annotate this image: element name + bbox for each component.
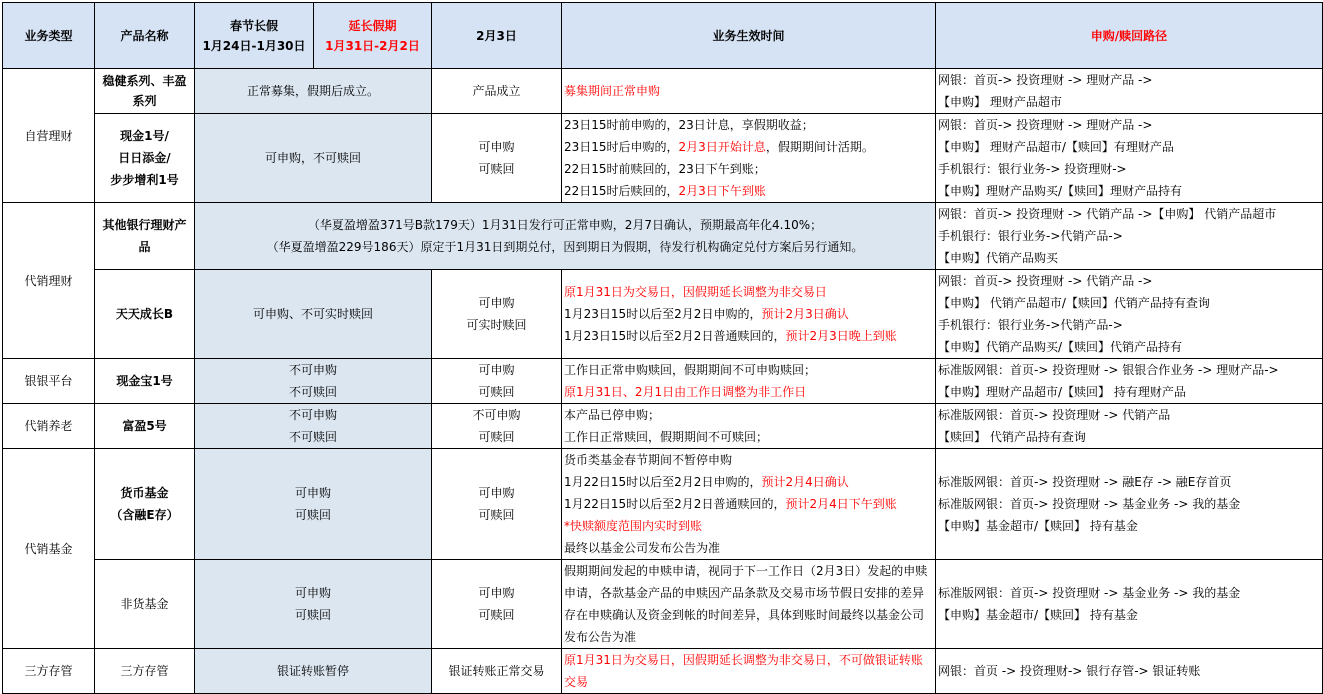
notice-line: （华夏盈增盈229号186天）原定于1月31日到期兑付，因到期日为假期，待发行机构确定兑付方案后另行通知。: [266, 240, 864, 254]
product-cell: 富盈5号: [95, 404, 195, 449]
table-row: [3, 449, 1323, 560]
holiday-line: 不可赎回: [288, 430, 337, 444]
path-line: 手机银行：银行业务->代销产品->: [938, 229, 1123, 243]
path-cell: [936, 69, 1323, 114]
feb3-line: 可申购: [478, 140, 515, 154]
effective-text: ，假期期间计活期。: [765, 140, 874, 154]
path-cell: [936, 114, 1323, 203]
effective-line: [564, 471, 933, 493]
feb3-line: 可申购: [478, 296, 515, 310]
effective-line: 本产品已停申购；: [564, 408, 661, 422]
path-cell: 网银：首页 -> 投资理财-> 银行存管-> 银证转账: [936, 649, 1323, 694]
feb3-cell: [432, 270, 562, 359]
effective-line: [564, 515, 933, 537]
path-line: 标准版网银：首页-> 投资理财 -> 基金业务 -> 我的基金: [938, 586, 1241, 600]
type-cell: 代销养老: [3, 404, 95, 449]
type-cell: 代销基金: [3, 449, 95, 649]
holiday-line: 可申购: [294, 486, 331, 500]
holiday-cell: 正常募集，假期后成立。: [195, 69, 432, 114]
feb3-line: 可赎回: [478, 385, 515, 399]
feb3-cell: 银证转账正常交易: [432, 649, 562, 694]
effective-text: 23日15时后申购的，: [564, 140, 679, 154]
product-cell: 非货基金: [95, 560, 195, 649]
type-cell: 三方存管: [3, 649, 95, 694]
path-line: 标准版网银：首页-> 投资理财 -> 代销产品: [938, 408, 1171, 422]
path-cell: [936, 449, 1323, 560]
effective-cell: [562, 270, 936, 359]
header-ext-title: 延长假期: [348, 18, 397, 33]
effective-line: [564, 381, 933, 403]
path-line: 【申购】理财产品超市/【赎回】 持有理财产品: [938, 385, 1186, 399]
product-cell: 现金宝1号: [95, 359, 195, 404]
feb3-cell: [432, 114, 562, 203]
effective-highlight: 预计2月3日确认: [761, 307, 849, 321]
effective-highlight: 原1月31日、2月1日由工作日调整为非工作日: [564, 385, 807, 399]
effective-highlight: *快赎额度范围内实时到账: [564, 519, 703, 533]
effective-cell: 募集期间正常申购: [562, 69, 936, 114]
effective-cell: [562, 449, 936, 560]
feb3-line: 可申购: [478, 486, 515, 500]
effective-text: 工作日正常申购赎回，假期期间不可申购赎回；: [564, 363, 817, 377]
feb3-cell: [432, 404, 562, 449]
effective-text: 货币类基金春节期间不暂停申购: [564, 453, 733, 467]
path-cell: [936, 359, 1323, 404]
path-line: 标准版网银：首页-> 投资理财 -> 融E存 -> 融E存首页: [938, 475, 1232, 489]
effective-text: 23日15时前申购的，23日计息，享假期收益；: [564, 118, 814, 132]
header-spring-title: 春节长假: [229, 18, 278, 33]
effective-line: [564, 114, 933, 136]
effective-highlight: 预计2月3日晚上到账: [785, 329, 897, 343]
type-cell: 银银平台: [3, 359, 95, 404]
table-row: [3, 114, 1323, 203]
product-cell: [95, 114, 195, 203]
path-line: 网银：首页-> 投资理财 -> 代销产品 ->【申购】 代销产品超市: [938, 207, 1277, 221]
feb3-cell: [432, 449, 562, 560]
path-line: 【申购】理财产品购买/【赎回】理财产品持有: [938, 184, 1183, 198]
effective-text: 22日15时前赎回的，23日下午到账；: [564, 162, 766, 176]
path-line: 【赎回】 代销产品持有查询: [938, 430, 1086, 444]
holiday-cell: [195, 359, 432, 404]
header-ext-dates: 1月31日-2月2日: [325, 38, 420, 53]
feb3-line: 可申购: [478, 586, 515, 600]
holiday-cell: [195, 560, 432, 649]
path-line: 【申购】 代销产品超市/【赎回】代销产品持有查询: [938, 296, 1210, 310]
product-line: 现金1号/: [120, 129, 169, 143]
header-row: [3, 3, 1323, 69]
path-line: 手机银行：银行业务-> 投资理财->: [938, 162, 1127, 176]
path-line: 标准版网银：首页-> 投资理财 -> 基金业务 -> 我的基金: [938, 497, 1241, 511]
path-line: 【申购】基金超市/【赎回】 持有基金: [938, 519, 1138, 533]
feb3-line: 可申购: [478, 363, 515, 377]
type-cell: 代销理财: [3, 203, 95, 359]
path-line: 【申购】代销产品购买/【赎回】代销产品持有: [938, 340, 1183, 354]
holiday-line: 可申购: [294, 586, 331, 600]
effective-highlight: 2月3日开始计息: [678, 140, 766, 154]
holiday-line: 不可申购: [288, 363, 337, 377]
header-spring-festival: [195, 3, 314, 69]
effective-line: [564, 449, 933, 471]
holiday-cell: 可申购、不可实时赎回: [195, 270, 432, 359]
path-line: 网银：首页-> 投资理财 -> 代销产品 ->: [938, 274, 1153, 288]
holiday-cell: 可申购，不可赎回: [195, 114, 432, 203]
path-line: 【申购】 理财产品超市/【赎回】有理财产品: [938, 140, 1174, 154]
effective-cell: 原1月31日为交易日，因假期延长调整为非交易日，不可做银证转账交易: [562, 649, 936, 694]
effective-line: [564, 537, 933, 559]
effective-line: [564, 136, 933, 158]
effective-text: 最终以基金公司发布公告为准: [564, 541, 721, 555]
effective-text: 1月22日15时以后至2月2日申购的，: [564, 475, 762, 489]
holiday-business-table: [2, 2, 1323, 694]
effective-cell: [562, 404, 936, 449]
feb3-line: 可实时赎回: [466, 318, 527, 332]
product-line: 货币基金: [120, 486, 169, 500]
feb3-line: 不可申购: [472, 408, 521, 422]
feb3-line: 可赎回: [478, 508, 515, 522]
table-row: [3, 203, 1323, 270]
holiday-cell: [195, 404, 432, 449]
product-cell: 天天成长B: [95, 270, 195, 359]
effective-line: [564, 359, 933, 381]
effective-highlight: 2月3日下午到账: [678, 184, 766, 198]
effective-line: [564, 303, 933, 325]
header-effective: 业务生效时间: [562, 3, 936, 69]
effective-highlight: 预计2月4日下午到账: [785, 497, 897, 511]
effective-cell: 假期期间发起的申赎申请，视同于下一工作日（2月3日）发起的申赎申请，各款基金产品的申赎因产品条款及交易市场节假日安排的差异存在申赎确认及资金到帐的时间差异，具体到账时间最终以基金公司发布公告为准: [562, 560, 936, 649]
table-row: [3, 270, 1323, 359]
path-line: 标准版网银：首页-> 投资理财 -> 银银合作业务 -> 理财产品->: [938, 363, 1279, 377]
type-cell: 自营理财: [3, 69, 95, 203]
effective-cell: [562, 359, 936, 404]
effective-highlight: 原1月31日为交易日，因假期延长调整为非交易日: [564, 285, 827, 299]
path-line: 网银：首页-> 投资理财 -> 理财产品 ->: [938, 118, 1153, 132]
header-extended-holiday: [314, 3, 432, 69]
table-row: [3, 649, 1323, 694]
header-product: 产品名称: [95, 3, 195, 69]
feb3-line: 可赎回: [478, 430, 515, 444]
product-line: （含融E存）: [110, 508, 179, 522]
feb3-cell: [432, 359, 562, 404]
product-cell: 稳健系列、丰盈系列: [95, 69, 195, 114]
product-cell: 其他银行理财产品: [95, 203, 195, 270]
header-type: 业务类型: [3, 3, 95, 69]
path-cell: [936, 270, 1323, 359]
feb3-cell: [432, 560, 562, 649]
path-line: 【申购】 理财产品超市: [938, 95, 1062, 109]
effective-line: [564, 325, 933, 347]
notice-cell: [195, 203, 936, 270]
path-line: 网银：首页-> 投资理财 -> 理财产品 ->: [938, 73, 1153, 87]
table-row: [3, 560, 1323, 649]
product-cell: 三方存管: [95, 649, 195, 694]
table-row: [3, 404, 1323, 449]
table-row: [3, 69, 1323, 114]
holiday-line: 可赎回: [294, 608, 331, 622]
path-cell: [936, 560, 1323, 649]
path-line: 【申购】代销产品购买: [938, 251, 1059, 265]
effective-line: [564, 493, 933, 515]
effective-cell: [562, 114, 936, 203]
header-spring-dates: 1月24日-1月30日: [202, 38, 306, 53]
feb3-line: 可赎回: [478, 162, 515, 176]
effective-text: 1月23日15时以后至2月2日申购的，: [564, 307, 762, 321]
product-cell: [95, 449, 195, 560]
product-line: 步步增利1号: [110, 173, 179, 187]
effective-line: [564, 281, 933, 303]
effective-highlight: 预计2月4日确认: [761, 475, 849, 489]
header-feb3: 2月3日: [432, 3, 562, 69]
path-line: 【申购】基金超市/【赎回】 持有基金: [938, 608, 1138, 622]
path-cell: [936, 404, 1323, 449]
notice-line: （华夏盈增盈371号B款179天）1月31日发行可正常申购，2月7日确认，预期最高年化4.10%；: [307, 218, 823, 232]
effective-text: 1月23日15时以后至2月2日普通赎回的，: [564, 329, 786, 343]
path-line: 手机银行：银行业务->代销产品->: [938, 318, 1123, 332]
effective-line: [564, 180, 933, 202]
feb3-line: 可赎回: [478, 608, 515, 622]
holiday-line: 不可申购: [288, 408, 337, 422]
product-line: 日日添金/: [118, 151, 171, 165]
effective-line: [564, 158, 933, 180]
path-cell: [936, 203, 1323, 270]
holiday-cell: [195, 449, 432, 560]
header-path: 申购/赎回路径: [936, 3, 1323, 69]
effective-text: 22日15时后赎回的，: [564, 184, 679, 198]
feb3-cell: 产品成立: [432, 69, 562, 114]
holiday-cell: 银证转账暂停: [195, 649, 432, 694]
table-row: [3, 359, 1323, 404]
holiday-line: 可赎回: [294, 508, 331, 522]
effective-text: 1月22日15时以后至2月2日普通赎回的，: [564, 497, 786, 511]
holiday-line: 不可赎回: [288, 385, 337, 399]
effective-line: 工作日正常赎回，假期期间不可赎回；: [564, 430, 769, 444]
